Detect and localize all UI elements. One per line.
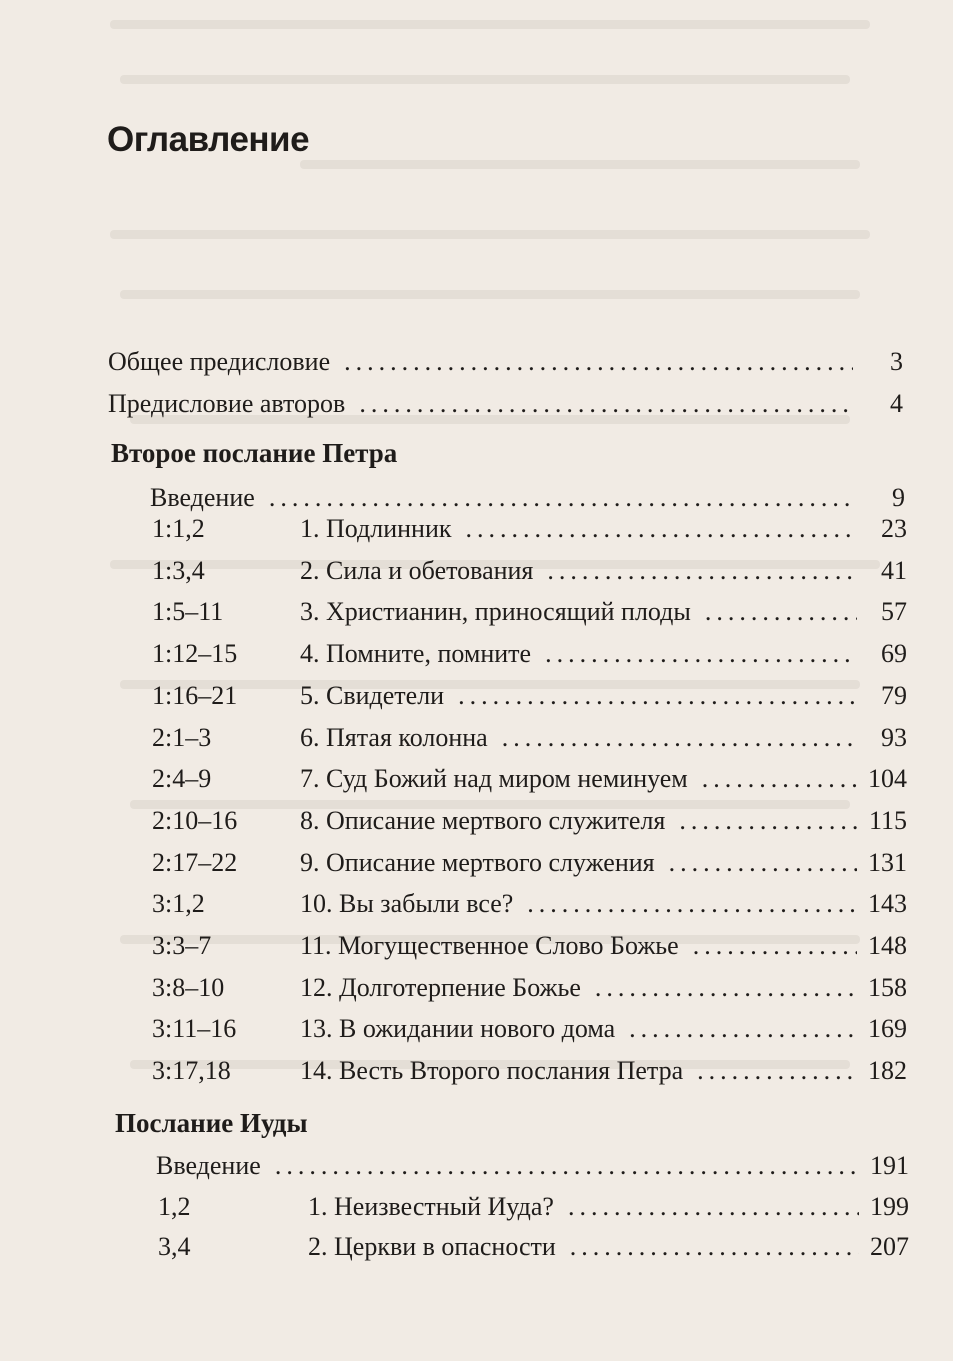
chapter-title: 1. Неизвестный Иуда? — [308, 1192, 554, 1221]
toc-entry-chapter — [152, 679, 907, 713]
toc-entry-page: 57 — [881, 597, 907, 627]
dot-leader — [502, 721, 857, 755]
chapter-title: 3. Христианин, приносящий плоды — [300, 597, 691, 627]
chapter-title: 2. Церкви в опасности — [308, 1232, 556, 1261]
section-heading: Послание Иуды — [115, 1108, 308, 1138]
scripture-reference: 3:8–10 — [152, 972, 225, 1002]
toc-entry-page: 104 — [868, 764, 907, 794]
section-heading: Второе послание Петра — [111, 438, 398, 468]
toc-entry-chapter — [152, 637, 907, 671]
chapter-title: 7. Суд Божий над миром неминуем — [300, 764, 688, 794]
dot-leader — [527, 887, 857, 921]
toc-entry-page: 23 — [881, 514, 907, 543]
scripture-reference: 2:1–3 — [152, 722, 212, 752]
page-title: Оглавление — [107, 120, 310, 159]
toc-entry-chapter — [158, 1190, 909, 1224]
toc-entry-page: 199 — [870, 1192, 909, 1221]
scripture-reference: 3:1,2 — [152, 889, 205, 919]
chapter-title: 11. Могущественное Слово Божье — [300, 931, 679, 960]
toc-entry-page: 148 — [868, 931, 907, 960]
toc-entry-page: 115 — [868, 805, 907, 835]
dot-leader — [269, 481, 855, 515]
toc-entry-chapter — [152, 721, 907, 755]
dot-leader — [570, 1230, 859, 1264]
toc-entry-page: 182 — [868, 1056, 907, 1086]
toc-entry-chapter — [152, 595, 907, 629]
chapter-title: 5. Свидетели — [300, 680, 445, 710]
toc-entry-page: 79 — [881, 680, 907, 710]
scripture-reference: 2:10–16 — [152, 805, 238, 835]
chapter-title: 14. Весть Второго послания Петра — [300, 1056, 684, 1086]
toc-entry-chapter — [152, 887, 907, 921]
toc-entry-chapter — [152, 971, 907, 1005]
chapter-title: 13. В ожидании нового дома — [300, 1014, 616, 1044]
chapter-title: 4. Помните, помните — [300, 639, 532, 669]
scripture-reference: 2:17–22 — [152, 847, 238, 877]
toc-entry-chapter — [152, 1012, 907, 1046]
scripture-reference: 1:5–11 — [152, 597, 224, 627]
scripture-reference: 1:3,4 — [152, 555, 205, 585]
chapter-title: 6. Пятая колонна — [300, 722, 488, 752]
dot-leader — [669, 846, 857, 880]
toc-entry-page: 207 — [870, 1232, 909, 1261]
toc-entry-page: 169 — [868, 1014, 907, 1044]
chapter-title: 2. Сила и обетования — [300, 555, 534, 585]
chapter-title: 8. Описание мертвого служителя — [300, 805, 666, 835]
toc-entry-page: 131 — [868, 847, 907, 877]
toc-entry-intro — [156, 1149, 909, 1183]
dot-leader — [466, 512, 857, 546]
toc-entry-chapter — [152, 1054, 907, 1088]
toc-entry-general-preface — [108, 345, 903, 379]
toc-entry-authors-preface — [108, 387, 903, 421]
chapter-title: 10. Вы забыли все? — [300, 889, 514, 919]
toc-entry-chapter — [152, 846, 907, 880]
dot-leader — [693, 929, 857, 963]
toc-entry-chapter — [152, 804, 907, 838]
scripture-reference: 3,4 — [158, 1232, 191, 1261]
scripture-reference: 3:11–16 — [152, 1014, 237, 1044]
dot-leader — [458, 679, 857, 713]
toc-entry-page: 158 — [868, 972, 907, 1002]
chapter-title: 9. Описание мертвого служения — [300, 847, 655, 877]
toc-entry-label: Предисловие авторов — [108, 389, 346, 418]
dot-leader — [705, 595, 857, 629]
dot-leader — [275, 1149, 859, 1183]
toc-entry-label: Общее предисловие — [108, 347, 331, 376]
chapter-title: 1. Подлинник — [300, 514, 452, 543]
dot-leader — [679, 804, 857, 838]
scripture-reference: 1:12–15 — [152, 639, 238, 669]
chapter-title: 12. Долготерпение Божье — [300, 972, 581, 1002]
toc-entry-page: 143 — [868, 889, 907, 919]
toc-entry-chapter — [152, 762, 907, 796]
scripture-reference: 3:17,18 — [152, 1056, 231, 1086]
toc-entry-intro — [150, 481, 905, 515]
toc-entry-page: 69 — [881, 639, 907, 669]
toc-entry-chapter — [152, 554, 907, 588]
toc-entry-chapter — [152, 512, 907, 546]
scripture-reference: 2:4–9 — [152, 764, 212, 794]
toc-entry-chapter — [152, 929, 907, 963]
toc-entry-chapter — [158, 1230, 909, 1264]
toc-entry-label: Введение — [156, 1151, 261, 1180]
scripture-reference: 3:3–7 — [152, 931, 212, 960]
dot-leader — [629, 1012, 857, 1046]
toc-entry-page: 191 — [870, 1151, 909, 1180]
dot-leader — [344, 345, 853, 379]
toc-entry-page: 93 — [881, 722, 907, 752]
toc-entry-page: 4 — [890, 389, 903, 418]
scripture-reference: 1:16–21 — [152, 680, 238, 710]
dot-leader — [359, 387, 853, 421]
dot-leader — [702, 762, 857, 796]
toc-entry-page: 41 — [881, 555, 907, 585]
scripture-reference: 1,2 — [158, 1192, 191, 1221]
dot-leader — [568, 1190, 859, 1224]
scripture-reference: 1:1,2 — [152, 514, 205, 543]
dot-leader — [545, 637, 857, 671]
dot-leader — [595, 971, 857, 1005]
toc-entry-page: 3 — [890, 347, 903, 376]
toc-entry-label: Введение — [150, 483, 255, 512]
dot-leader — [547, 554, 857, 588]
dot-leader — [697, 1054, 857, 1088]
toc-entry-page: 9 — [892, 483, 905, 512]
